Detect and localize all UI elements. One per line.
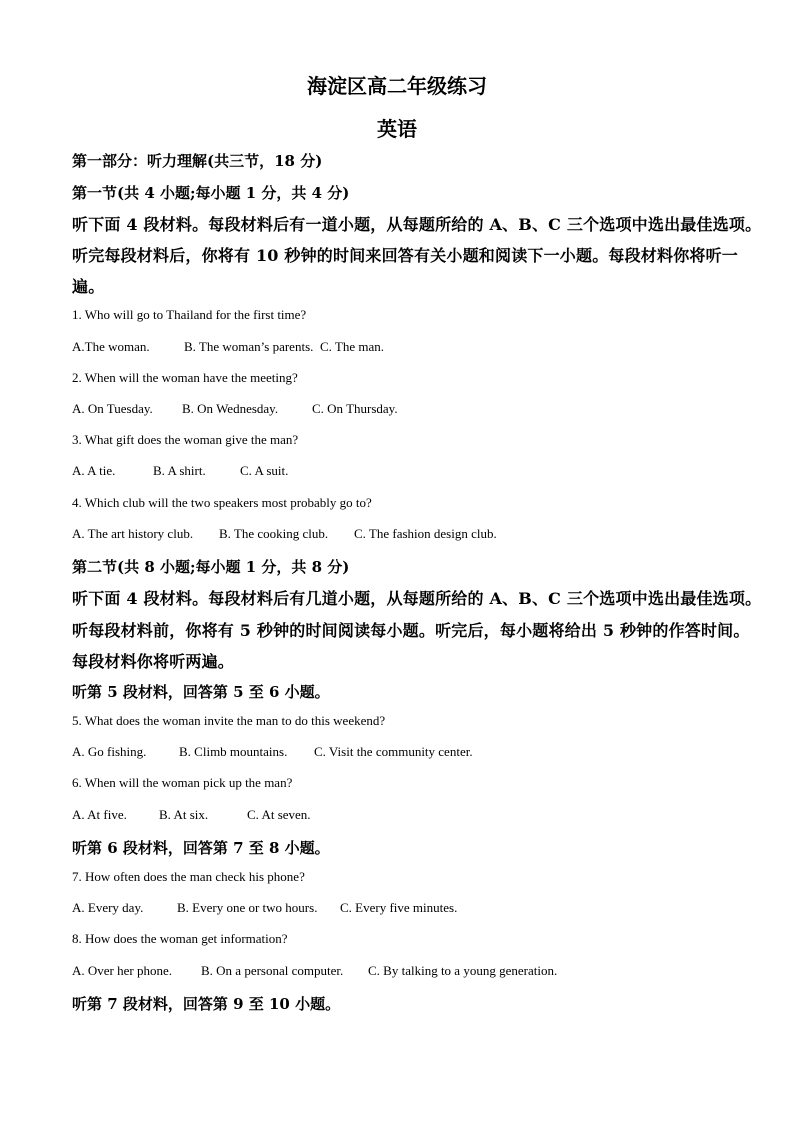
section2-instruction-line: 听每段材料前，你将有 5 秒钟的时间阅读每小题。听完后，每小题将给出 5 秒钟的作答时间。 [72, 621, 750, 640]
option-a: A. On Tuesday. [72, 401, 153, 416]
section2-instruction-line: 每段材料你将听两遍。 [72, 652, 235, 671]
question-stem: 8. How does the woman get information? [72, 931, 288, 946]
question-stem: 1. Who will go to Thailand for the first time? [72, 307, 307, 322]
option-a: A. Over her phone. [72, 963, 172, 978]
option-c: C. By talking to a young generation. [368, 963, 558, 978]
section1-instruction-line: 听下面 4 段材料。每段材料后有一道小题，从每题所给的 A、B、C 三个选项中选出最佳选项。 [72, 215, 762, 234]
option-c: C. The man. [320, 339, 385, 354]
subject-title: 英语 [377, 117, 417, 141]
question-stem: 5. What does the woman invite the man to do this weekend? [72, 713, 386, 728]
option-b: B. Climb mountains. [179, 744, 288, 759]
document-title: 海淀区高二年级练习 [307, 74, 487, 98]
question-stem: 3. What gift does the woman give the man? [72, 432, 299, 447]
material-heading: 听第 6 段材料，回答第 7 至 8 小题。 [72, 839, 330, 857]
option-b: B. A shirt. [153, 463, 206, 478]
question-stem: 4. Which club will the two speakers most probably go to? [72, 495, 372, 510]
section1-instruction-line: 遍。 [72, 277, 105, 296]
question-stem: 7. How often does the man check his phone? [72, 869, 305, 884]
question-options [72, 463, 288, 479]
section1-instruction-line: 听完每段材料后，你将有 10 秒钟的时间来回答有关小题和阅读下一小题。每段材料你将听一 [72, 246, 739, 265]
section1-heading: 第一节(共 4 小题;每小题 1 分，共 4 分) [72, 184, 350, 202]
question-options [72, 807, 311, 823]
option-b: B. The cooking club. [219, 526, 329, 541]
part1-heading: 第一部分：听力理解(共三节，18 分) [72, 152, 323, 170]
option-c: C. A suit. [240, 463, 289, 478]
option-a: A. A tie. [72, 463, 116, 478]
option-c: C. Every five minutes. [340, 900, 458, 915]
option-b: B. On a personal computer. [201, 963, 344, 978]
section2-heading: 第二节(共 8 小题;每小题 1 分，共 8 分) [72, 558, 350, 576]
option-c: C. The fashion design club. [354, 526, 497, 541]
question-options [72, 526, 497, 542]
question-stem: 2. When will the woman have the meeting? [72, 370, 298, 385]
option-a: A. At five. [72, 807, 127, 822]
material-heading: 听第 5 段材料，回答第 5 至 6 小题。 [72, 683, 330, 701]
question-options [72, 401, 398, 417]
option-c: C. At seven. [247, 807, 311, 822]
question-options [72, 900, 457, 916]
option-b: B. Every one or two hours. [177, 900, 318, 915]
material-heading: 听第 7 段材料，回答第 9 至 10 小题。 [72, 995, 341, 1013]
option-a: A. Every day. [72, 900, 144, 915]
question-options [72, 339, 384, 355]
option-c: C. Visit the community center. [314, 744, 473, 759]
question-options [72, 744, 473, 760]
option-a: A.The woman. [72, 339, 150, 354]
option-c: C. On Thursday. [312, 401, 398, 416]
question-options [72, 963, 557, 979]
option-a: A. The art history club. [72, 526, 194, 541]
question-stem: 6. When will the woman pick up the man? [72, 775, 293, 790]
option-b: B. On Wednesday. [182, 401, 279, 416]
option-b: B. The woman’s parents. [184, 339, 314, 354]
section2-instruction-line: 听下面 4 段材料。每段材料后有几道小题，从每题所给的 A、B、C 三个选项中选出最佳选项。 [72, 589, 762, 608]
option-b: B. At six. [159, 807, 209, 822]
option-a: A. Go fishing. [72, 744, 147, 759]
